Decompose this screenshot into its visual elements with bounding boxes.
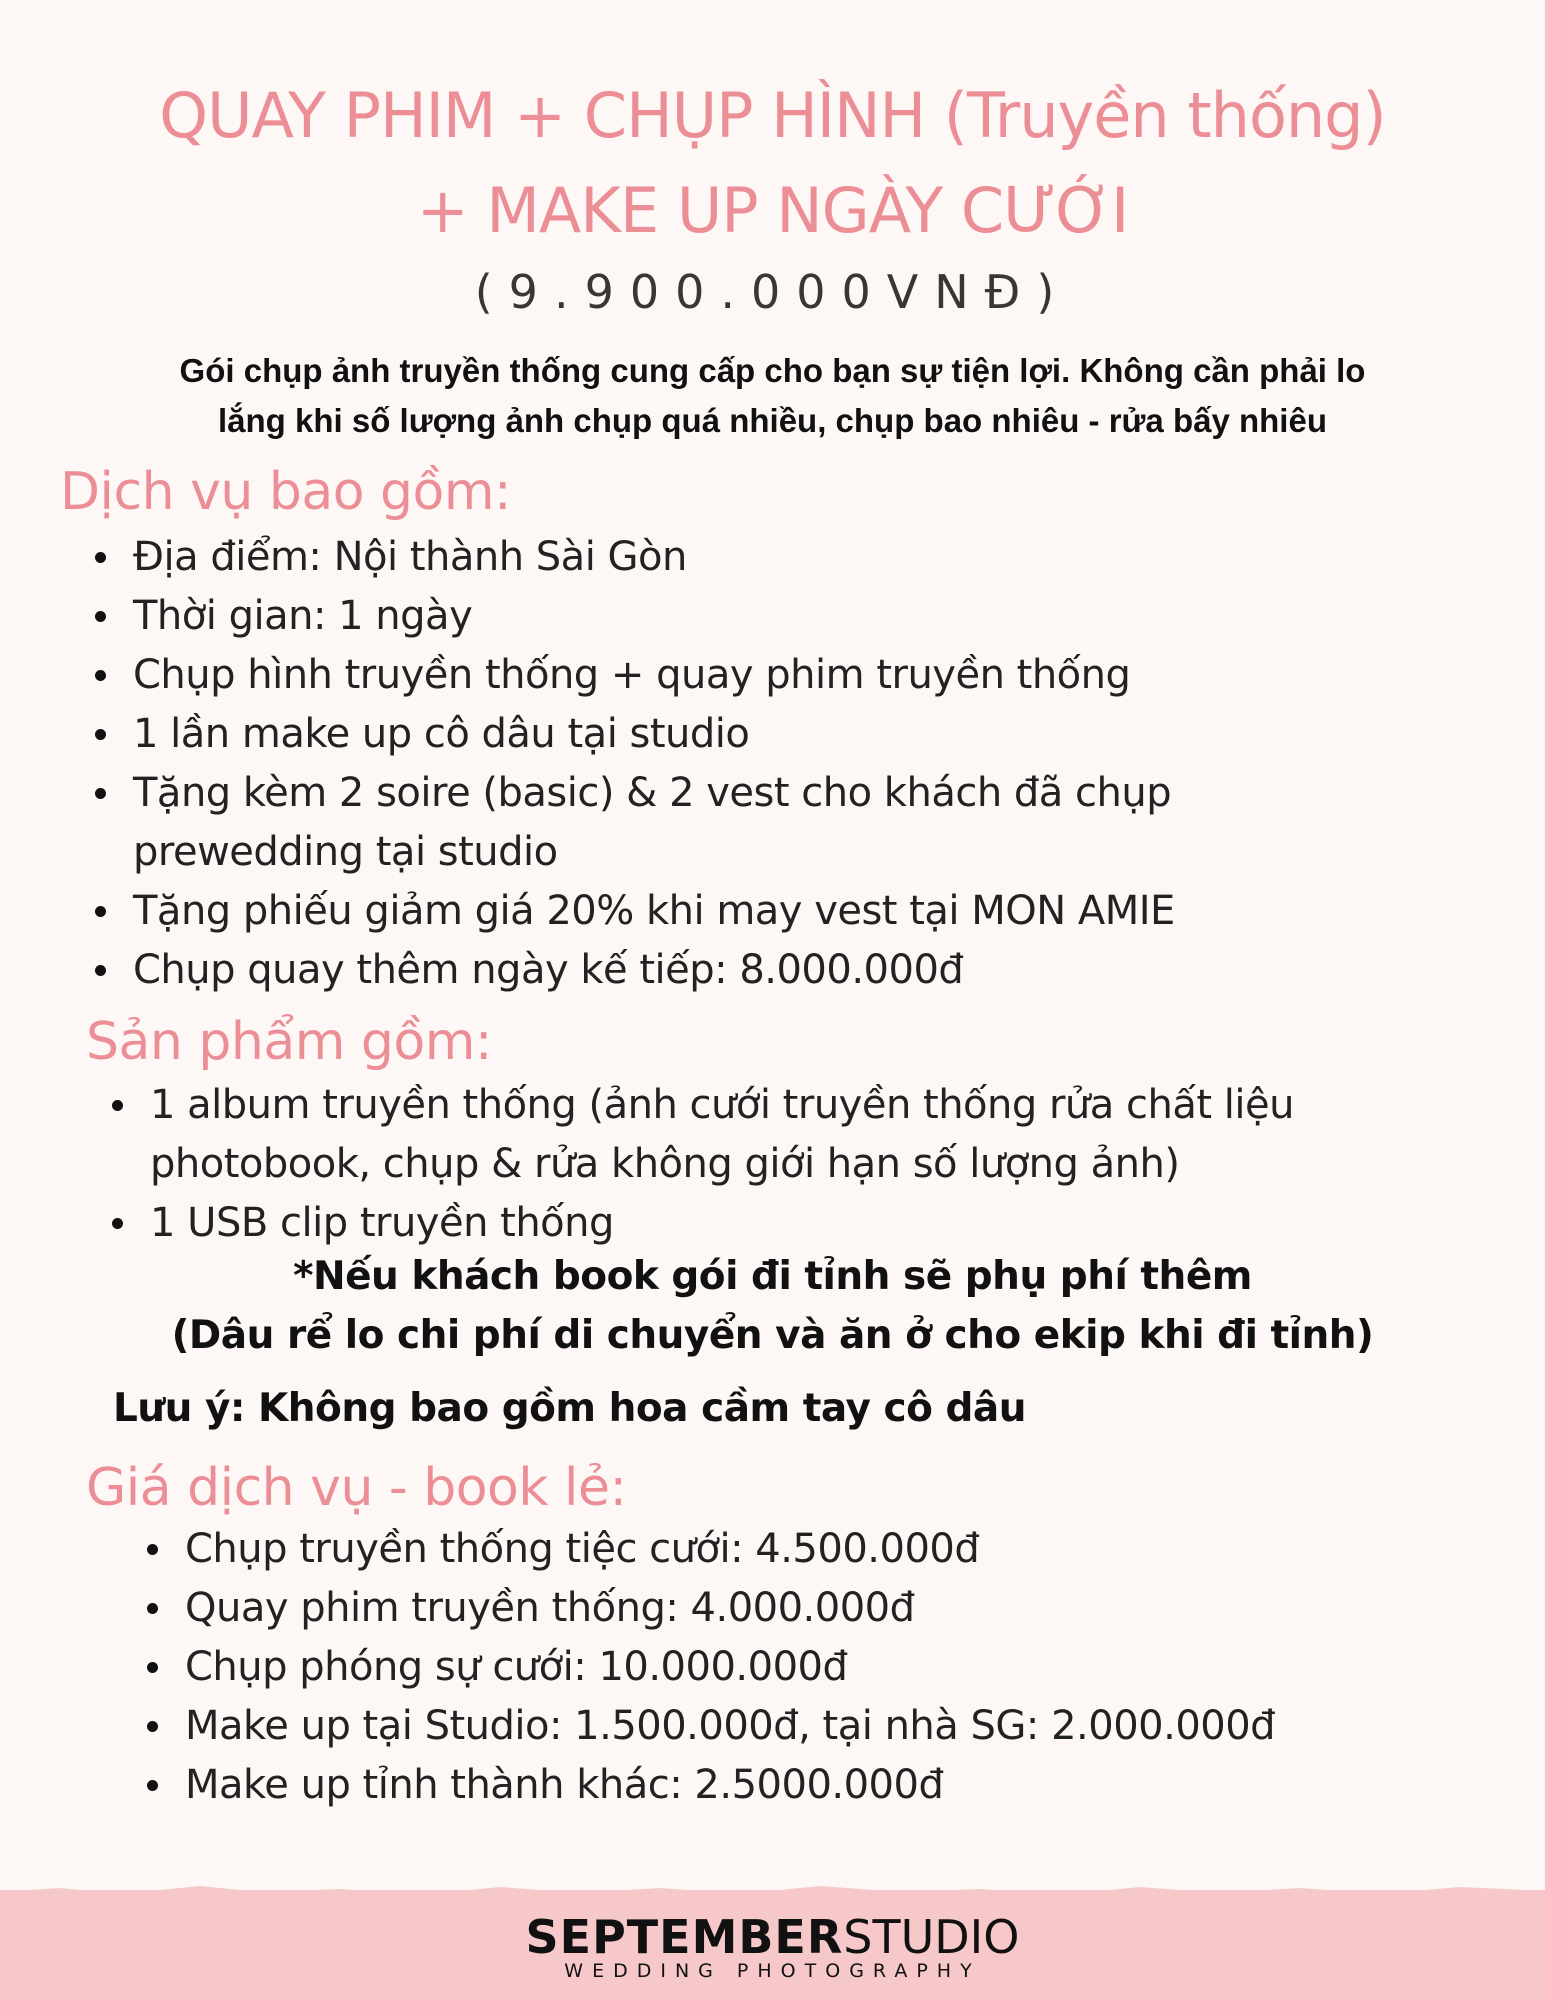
province-surcharge-note: *Nếu khách book gói đi tỉnh sẽ phụ phí thêm [293,1254,1252,1299]
services-heading: Dịch vụ bao gồm: [60,462,512,522]
list-item: Quay phim truyền thống: 4.000.000đ [185,1579,1275,1638]
list-item: Chụp hình truyền thống + quay phim truyền thống [133,646,1175,705]
products-list [150,1076,1294,1253]
intro-text-line-2: lắng khi số lượng ảnh chụp quá nhiều, chụp bao nhiêu - rửa bấy nhiêu [218,402,1327,439]
pricing-list [185,1520,1275,1815]
list-item: Chụp quay thêm ngày kế tiếp: 8.000.000đ [133,941,1175,1000]
list-item: Tặng kèm 2 soire (basic) & 2 vest cho khách đã chụp [133,764,1175,823]
list-item: Thời gian: 1 ngày [133,587,1175,646]
products-heading: Sản phẩm gồm: [86,1012,492,1072]
brand-logo-light: STUDIO [843,1910,1020,1964]
list-item: 1 album truyền thống (ảnh cưới truyền thống rửa chất liệu [150,1076,1294,1135]
list-item: Chụp truyền thống tiệc cưới: 4.500.000đ [185,1520,1275,1579]
province-expense-note: (Dâu rể lo chi phí di chuyển và ăn ở cho ekip khi đi tỉnh) [171,1313,1374,1358]
list-item: 1 lần make up cô dâu tại studio [133,705,1175,764]
flowers-note: Lưu ý: Không bao gồm hoa cầm tay cô dâu [113,1386,1026,1431]
list-item: Địa điểm: Nội thành Sài Gòn [133,528,1175,587]
list-item: Make up tại Studio: 1.500.000đ, tại nhà SG: 2.000.000đ [185,1697,1275,1756]
brand-tagline: WEDDING PHOTOGRAPHY [564,1960,981,1982]
package-price: (9.900.000VNĐ) [474,265,1071,319]
services-list [133,528,1175,1000]
list-item: 1 USB clip truyền thống [150,1194,1294,1253]
page-title-line-2: + MAKE UP NGÀY CƯỚI [416,174,1129,247]
list-item-continuation: photobook, chụp & rửa không giới hạn số lượng ảnh) [150,1141,1180,1187]
list-item: Make up tỉnh thành khác: 2.5000.000đ [185,1756,1275,1815]
list-item-continuation: prewedding tại studio [133,829,558,875]
pricing-heading: Giá dịch vụ - book lẻ: [86,1458,627,1518]
list-item: Tặng phiếu giảm giá 20% khi may vest tại MON AMIE [133,882,1175,941]
brand-logo-bold: SEPTEMBER [525,1910,844,1964]
intro-text-line-1: Gói chụp ảnh truyền thống cung cấp cho bạn sự tiện lợi. Không cần phải lo [179,352,1366,389]
list-item: Chụp phóng sự cưới: 10.000.000đ [185,1638,1275,1697]
brand-logo [0,1910,1545,1964]
page-title-line-1: QUAY PHIM + CHỤP HÌNH (Truyền thống) [159,79,1386,152]
